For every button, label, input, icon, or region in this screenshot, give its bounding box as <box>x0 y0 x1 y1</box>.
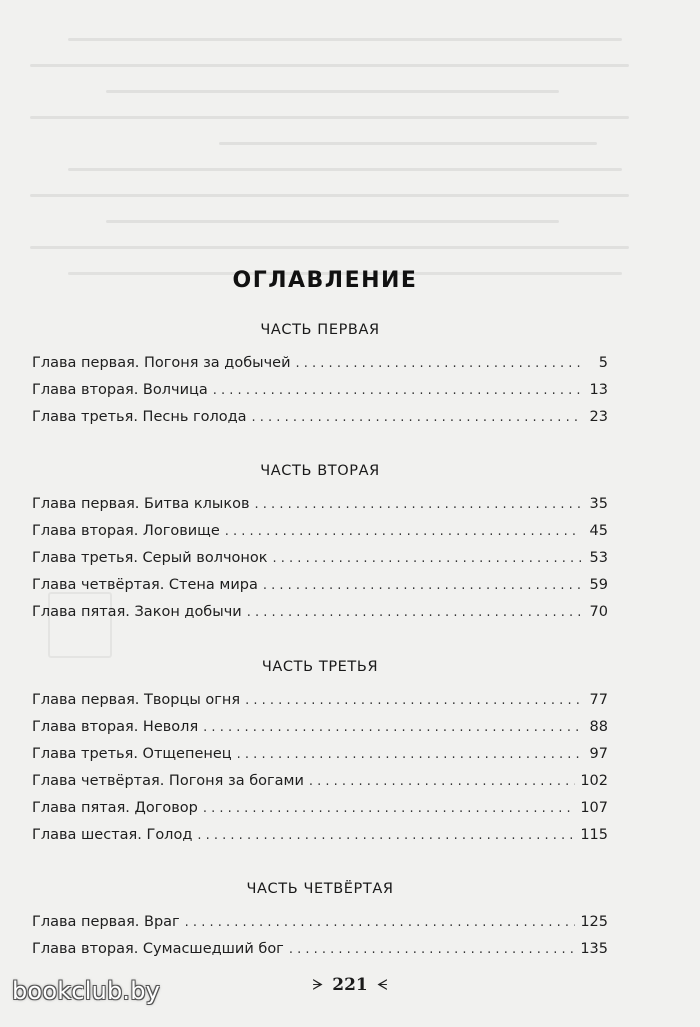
table-of-contents <box>32 262 608 963</box>
entry-page-number: 102 <box>580 773 608 789</box>
toc-entry[interactable] <box>32 404 608 431</box>
entry-title: Глава третья. Серый волчонок <box>32 550 268 566</box>
toc-entry[interactable] <box>32 822 608 849</box>
entry-page-number: 70 <box>589 604 608 620</box>
dot-leader <box>273 545 581 572</box>
dot-leader <box>309 768 575 795</box>
toc-entry[interactable] <box>32 350 608 377</box>
entry-title: Глава четвёртая. Погоня за богами <box>32 773 304 789</box>
entry-page-number: 97 <box>589 746 608 762</box>
part-heading: ЧАСТЬ ВТОРАЯ <box>260 463 380 479</box>
toc-entry[interactable] <box>32 377 608 404</box>
dot-leader <box>203 795 575 822</box>
dot-leader <box>225 518 581 545</box>
dot-leader <box>185 909 576 936</box>
dot-leader <box>237 741 581 768</box>
part-heading: ЧАСТЬ ПЕРВАЯ <box>260 322 380 338</box>
site-watermark: bookclub.by <box>12 977 161 1005</box>
toc-entry[interactable] <box>32 518 608 545</box>
part-entries <box>32 687 608 849</box>
ornament-left-icon: ᗒ <box>312 976 324 994</box>
entry-page-number: 115 <box>580 827 608 843</box>
toc-entry[interactable] <box>32 768 608 795</box>
entry-title: Глава пятая. Закон добычи <box>32 604 242 620</box>
entry-page-number: 23 <box>589 409 608 425</box>
entry-page-number: 107 <box>580 800 608 816</box>
toc-entry[interactable] <box>32 936 608 963</box>
entry-title: Глава вторая. Волчица <box>32 382 208 398</box>
entry-title: Глава вторая. Логовище <box>32 523 220 539</box>
dot-leader <box>213 377 581 404</box>
dot-leader <box>252 404 581 431</box>
toc-entry[interactable] <box>32 491 608 518</box>
entry-page-number: 59 <box>589 577 608 593</box>
entry-page-number: 125 <box>580 914 608 930</box>
toc-entry[interactable] <box>32 545 608 572</box>
entry-page-number: 45 <box>589 523 608 539</box>
toc-part-1 <box>32 318 608 431</box>
dot-leader <box>263 572 581 599</box>
toc-title: ОГЛАВЛЕНИЕ <box>232 268 418 293</box>
entry-page-number: 53 <box>589 550 608 566</box>
dot-leader <box>197 822 575 849</box>
entry-page-number: 35 <box>589 496 608 512</box>
entry-page-number: 77 <box>589 692 608 708</box>
entry-page-number: 5 <box>598 355 608 371</box>
dot-leader <box>255 491 581 518</box>
page-number: 221 <box>332 975 368 995</box>
toc-entry[interactable] <box>32 572 608 599</box>
dot-leader <box>296 350 582 377</box>
dot-leader <box>289 936 576 963</box>
toc-entry[interactable] <box>32 687 608 714</box>
entry-page-number: 88 <box>589 719 608 735</box>
dot-leader <box>245 687 581 714</box>
entry-title: Глава третья. Песнь голода <box>32 409 247 425</box>
part-entries <box>32 491 608 626</box>
part-heading: ЧАСТЬ ТРЕТЬЯ <box>261 659 379 675</box>
toc-entry[interactable] <box>32 741 608 768</box>
entry-title: Глава четвёртая. Стена мира <box>32 577 258 593</box>
dot-leader <box>203 714 581 741</box>
toc-entry[interactable] <box>32 909 608 936</box>
toc-part-2 <box>32 459 608 626</box>
entry-title: Глава первая. Битва клыков <box>32 496 250 512</box>
part-heading: ЧАСТЬ ЧЕТВЁРТАЯ <box>246 881 394 897</box>
toc-entry[interactable] <box>32 599 608 626</box>
entry-title: Глава вторая. Сумасшедший бог <box>32 941 284 957</box>
toc-entry[interactable] <box>32 714 608 741</box>
entry-page-number: 13 <box>589 382 608 398</box>
ornament-right-icon: ᗕ <box>376 976 388 994</box>
entry-title: Глава третья. Отщепенец <box>32 746 232 762</box>
toc-entry[interactable] <box>32 795 608 822</box>
dot-leader <box>247 599 581 626</box>
entry-title: Глава вторая. Неволя <box>32 719 199 735</box>
entry-title: Глава шестая. Голод <box>32 827 193 843</box>
part-entries <box>32 909 608 963</box>
entry-title: Глава первая. Погоня за добычей <box>32 355 291 371</box>
entry-title: Глава первая. Враг <box>32 914 180 930</box>
entry-title: Глава пятая. Договор <box>32 800 198 816</box>
part-entries <box>32 350 608 431</box>
entry-page-number: 135 <box>580 941 608 957</box>
toc-part-4 <box>32 877 608 963</box>
entry-title: Глава первая. Творцы огня <box>32 692 241 708</box>
toc-part-3 <box>32 655 608 849</box>
